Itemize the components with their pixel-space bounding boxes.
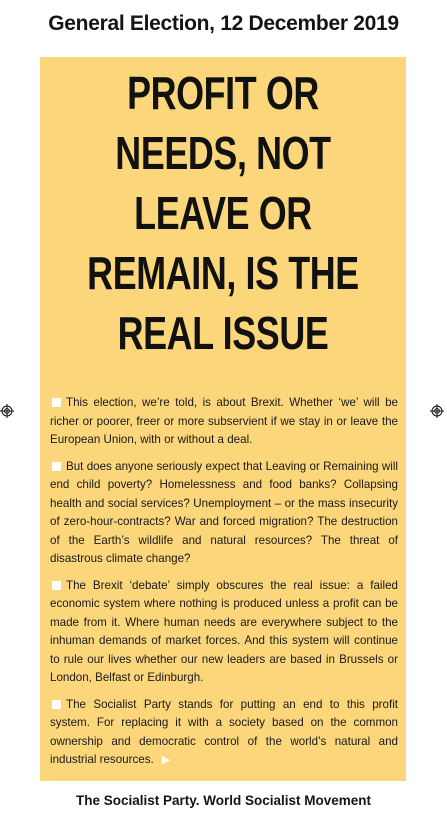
registration-mark-icon <box>0 404 14 418</box>
white-square-bullet-icon <box>52 398 61 407</box>
triangle-right-icon: ▶ <box>161 754 171 766</box>
paragraph-4 <box>50 696 398 770</box>
paragraph-text: The Socialist Party stands for putting an end to this profit system. For replacing it with a society based on the common ownership and democratic control of the world’s natural and industrial resources. <box>50 697 398 766</box>
registration-mark-icon <box>430 404 444 418</box>
headline-line: LEAVE OR <box>134 187 312 239</box>
paragraph-1 <box>50 394 398 450</box>
white-square-bullet-icon <box>52 462 61 471</box>
footer-text: The Socialist Party. World Socialist Movement <box>75 793 372 808</box>
headline-line: NEEDS, NOT <box>115 127 331 179</box>
paragraph-text: This election, we’re told, is about Brexit. Whether ‘we’ will be richer or poorer, freer or more subservient if we stay in or leave the European Union, with or without a deal. <box>50 396 398 446</box>
headline-line: REAL ISSUE <box>117 307 329 359</box>
headline <box>80 63 365 363</box>
paragraph-2 <box>50 458 398 569</box>
white-square-bullet-icon <box>52 581 61 590</box>
election-header: General Election, 12 December 2019 <box>48 12 399 35</box>
paragraph-text: But does anyone seriously expect that Leaving or Remaining will end child poverty? Homelessness and food banks? Collapsing health and social services? Unemployment – or the mass insecurity of zero-hour-contracts? War and forced migration? The destruction of the Earth’s wildlife and natural resources? The threat of disastrous climate change? <box>50 459 398 565</box>
white-square-bullet-icon <box>52 700 61 709</box>
leaflet-panel <box>40 57 406 781</box>
headline-line: PROFIT OR <box>127 67 319 119</box>
body-text <box>50 394 398 778</box>
paragraph-text: The Brexit ‘debate’ simply obscures the real issue: a failed economic system where nothing is produced unless a profit can be made from it. Where human needs are everywhere subject to the inhuman demands of market forces. And this system will continue to rule our lives whether our new leaders are based in Brussels or London, Belfast or Edinburgh. <box>50 578 398 684</box>
headline-line: REMAIN, IS THE <box>87 247 359 299</box>
paragraph-3 <box>50 577 398 688</box>
